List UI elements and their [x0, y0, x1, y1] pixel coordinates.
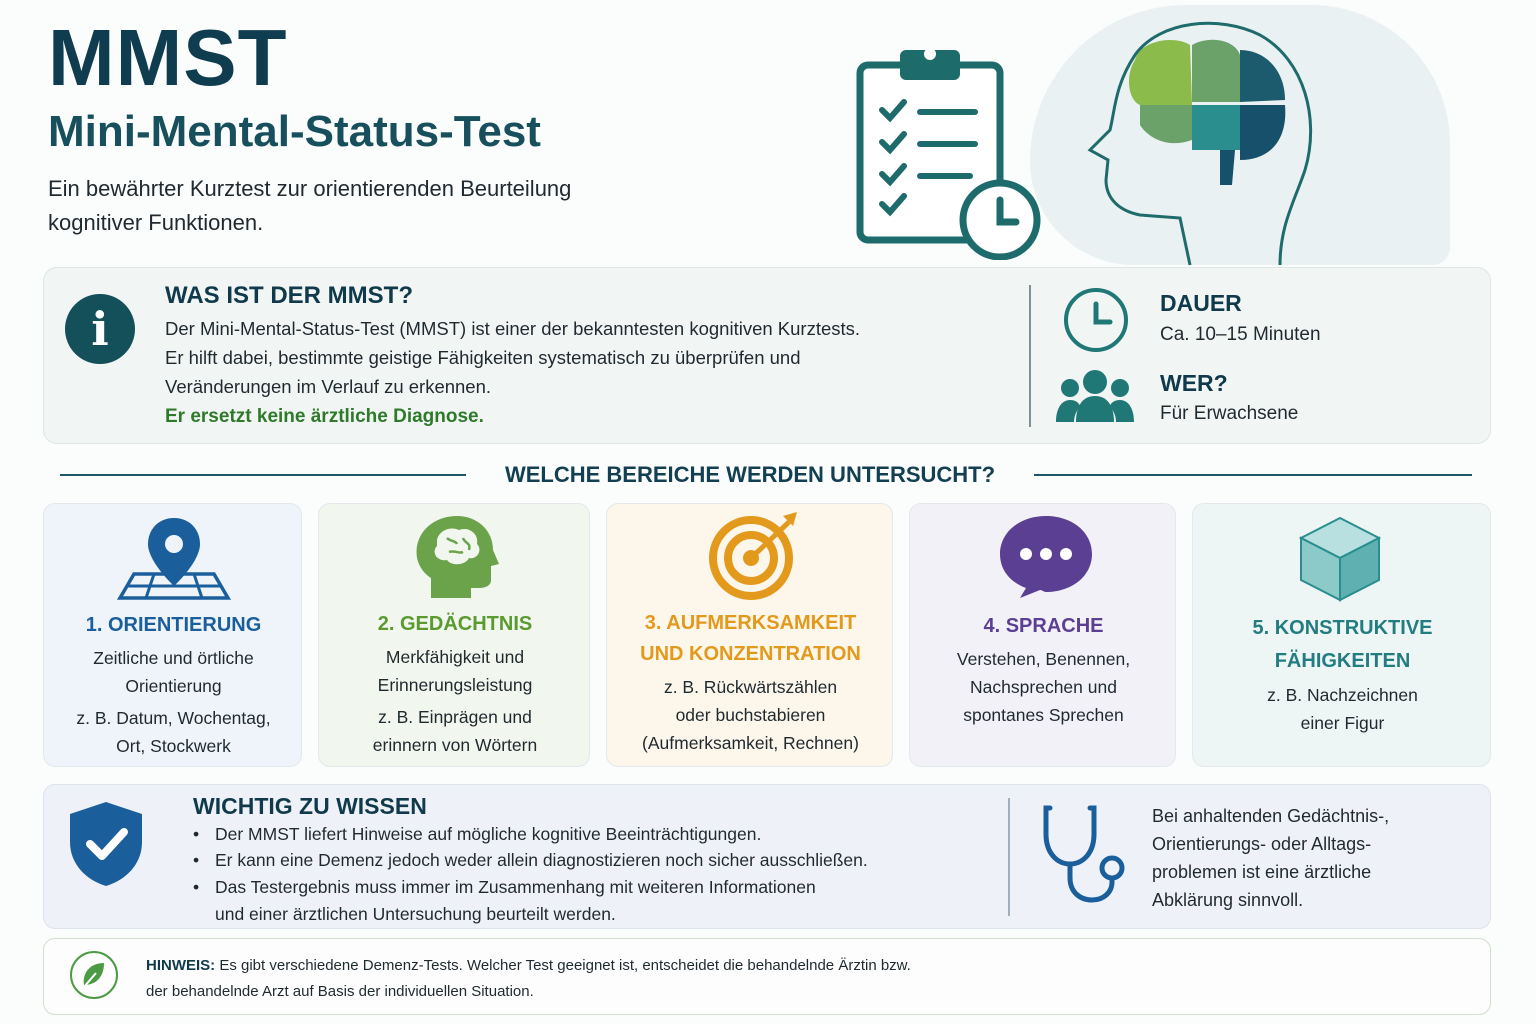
- card-example: erinnern von Wörtern: [372, 735, 538, 755]
- card-gedaechtnis: [318, 503, 590, 767]
- info-text-line: Veränderungen im Verlauf zu erkennen.: [165, 376, 492, 397]
- section-heading: WELCHE BEREICHE WERDEN UNTERSUCHT?: [504, 462, 996, 487]
- info-text-line: Der Mini-Mental-Status-Test (MMST) ist einer der bekanntesten kognitiven Kurztests.: [165, 318, 861, 339]
- tagline-line: Ein bewährter Kurztest zur orientierenden Beurteilung: [48, 176, 572, 201]
- card-text: Orientierung: [125, 676, 222, 696]
- card-title: 1. ORIENTIERUNG: [85, 614, 262, 636]
- card-text: Nachsprechen und: [970, 677, 1117, 697]
- dauer-value: Ca. 10–15 Minuten: [1160, 324, 1321, 345]
- info-note: Er ersetzt keine ärztliche Diagnose.: [165, 406, 484, 427]
- divider: [1029, 285, 1031, 427]
- important-bullet-continuation: und einer ärztlichen Untersuchung beurteilt werden.: [215, 904, 616, 924]
- hint-text: Es gibt verschiedene Demenz-Tests. Welcher Test geeignet ist, entscheidet die behandelnde Ärztin bzw.: [215, 957, 911, 974]
- card-konstruktive-faehigkeiten: [1192, 503, 1491, 767]
- map-pin-icon: [116, 512, 232, 602]
- card-title: UND KONZENTRATION: [640, 643, 861, 665]
- target-icon: [707, 510, 803, 602]
- card-title: 4. SPRACHE: [983, 615, 1104, 637]
- leaf-icon: [70, 951, 118, 999]
- tagline-line: kognitiver Funktionen.: [48, 210, 264, 235]
- clipboard-clock-icon: [850, 40, 1050, 260]
- card-title: 5. KONSTRUKTIVE: [1252, 617, 1433, 639]
- advice-line: Bei anhaltenden Gedächtnis-,: [1152, 806, 1390, 826]
- card-example: z. B. Datum, Wochentag,: [76, 708, 271, 728]
- speech-bubble-icon: [998, 514, 1094, 600]
- dauer-heading: DAUER: [1160, 290, 1242, 316]
- head-puzzle-brain-icon: [1080, 10, 1320, 268]
- card-sprache: [909, 503, 1176, 767]
- page-title: MMST: [48, 13, 288, 102]
- tagline: [48, 172, 688, 240]
- advice-line: Orientierungs- oder Alltags-: [1152, 834, 1372, 854]
- card-title: FÄHIGKEITEN: [1274, 650, 1411, 672]
- card-text: Merkfähigkeit und: [385, 647, 525, 667]
- card-text: Verstehen, Benennen,: [956, 649, 1131, 669]
- card-text: spontanes Sprechen: [963, 705, 1124, 725]
- advice-line: Abklärung sinnvoll.: [1152, 890, 1304, 910]
- page-subtitle: Mini-Mental-Status-Test: [48, 107, 541, 156]
- card-text: Erinnerungsleistung: [377, 675, 533, 695]
- stethoscope-icon: [1040, 804, 1130, 904]
- wer-value: Für Erwachsene: [1160, 403, 1299, 424]
- card-text: Zeitliche und örtliche: [93, 648, 254, 668]
- card-example: (Aufmerksamkeit, Rechnen): [642, 733, 859, 753]
- wer-heading: WER?: [1160, 370, 1228, 396]
- card-orientierung: [43, 503, 302, 767]
- important-bullet: • Er kann eine Demenz jedoch weder allein diagnostizieren noch sicher ausschließen.: [193, 850, 868, 871]
- hint-label: HINWEIS:: [146, 957, 216, 974]
- people-group-icon: [1056, 368, 1134, 422]
- advice-line: problemen ist eine ärztliche: [1152, 862, 1372, 882]
- important-bullet: • Der MMST liefert Hinweise auf mögliche kognitive Beeinträchtigungen.: [193, 824, 761, 845]
- hint-line: [146, 957, 911, 974]
- hint-line: der behandelnde Arzt auf Basis der individuellen Situation.: [146, 983, 534, 1000]
- card-title: 3. AUFMERKSAMKEIT: [644, 612, 857, 634]
- divider: [1008, 798, 1010, 916]
- card-example: oder buchstabieren: [675, 705, 826, 725]
- card-example: Ort, Stockwerk: [116, 736, 231, 756]
- cube-icon: [1297, 514, 1383, 604]
- hint-panel: [43, 938, 1491, 1015]
- important-heading: WICHTIG ZU WISSEN: [193, 793, 427, 819]
- card-example: z. B. Einprägen und: [378, 707, 532, 727]
- card-title: 2. GEDÄCHTNIS: [377, 613, 533, 635]
- head-brain-icon: [413, 514, 499, 600]
- info-heading: WAS IST DER MMST?: [165, 282, 413, 309]
- clock-icon: [1064, 288, 1128, 352]
- card-example: einer Figur: [1300, 713, 1385, 733]
- info-text-line: Er hilft dabei, bestimmte geistige Fähigkeiten systematisch zu überprüfen und: [165, 347, 801, 368]
- info-icon: i: [65, 294, 135, 364]
- card-example: z. B. Rückwärtszählen: [663, 677, 838, 697]
- shield-check-icon: [68, 800, 144, 888]
- important-bullet: • Das Testergebnis muss immer im Zusammenhang mit weiteren Informationen: [193, 877, 816, 898]
- card-example: z. B. Nachzeichnen: [1267, 685, 1418, 705]
- card-aufmerksamkeit: [606, 503, 893, 767]
